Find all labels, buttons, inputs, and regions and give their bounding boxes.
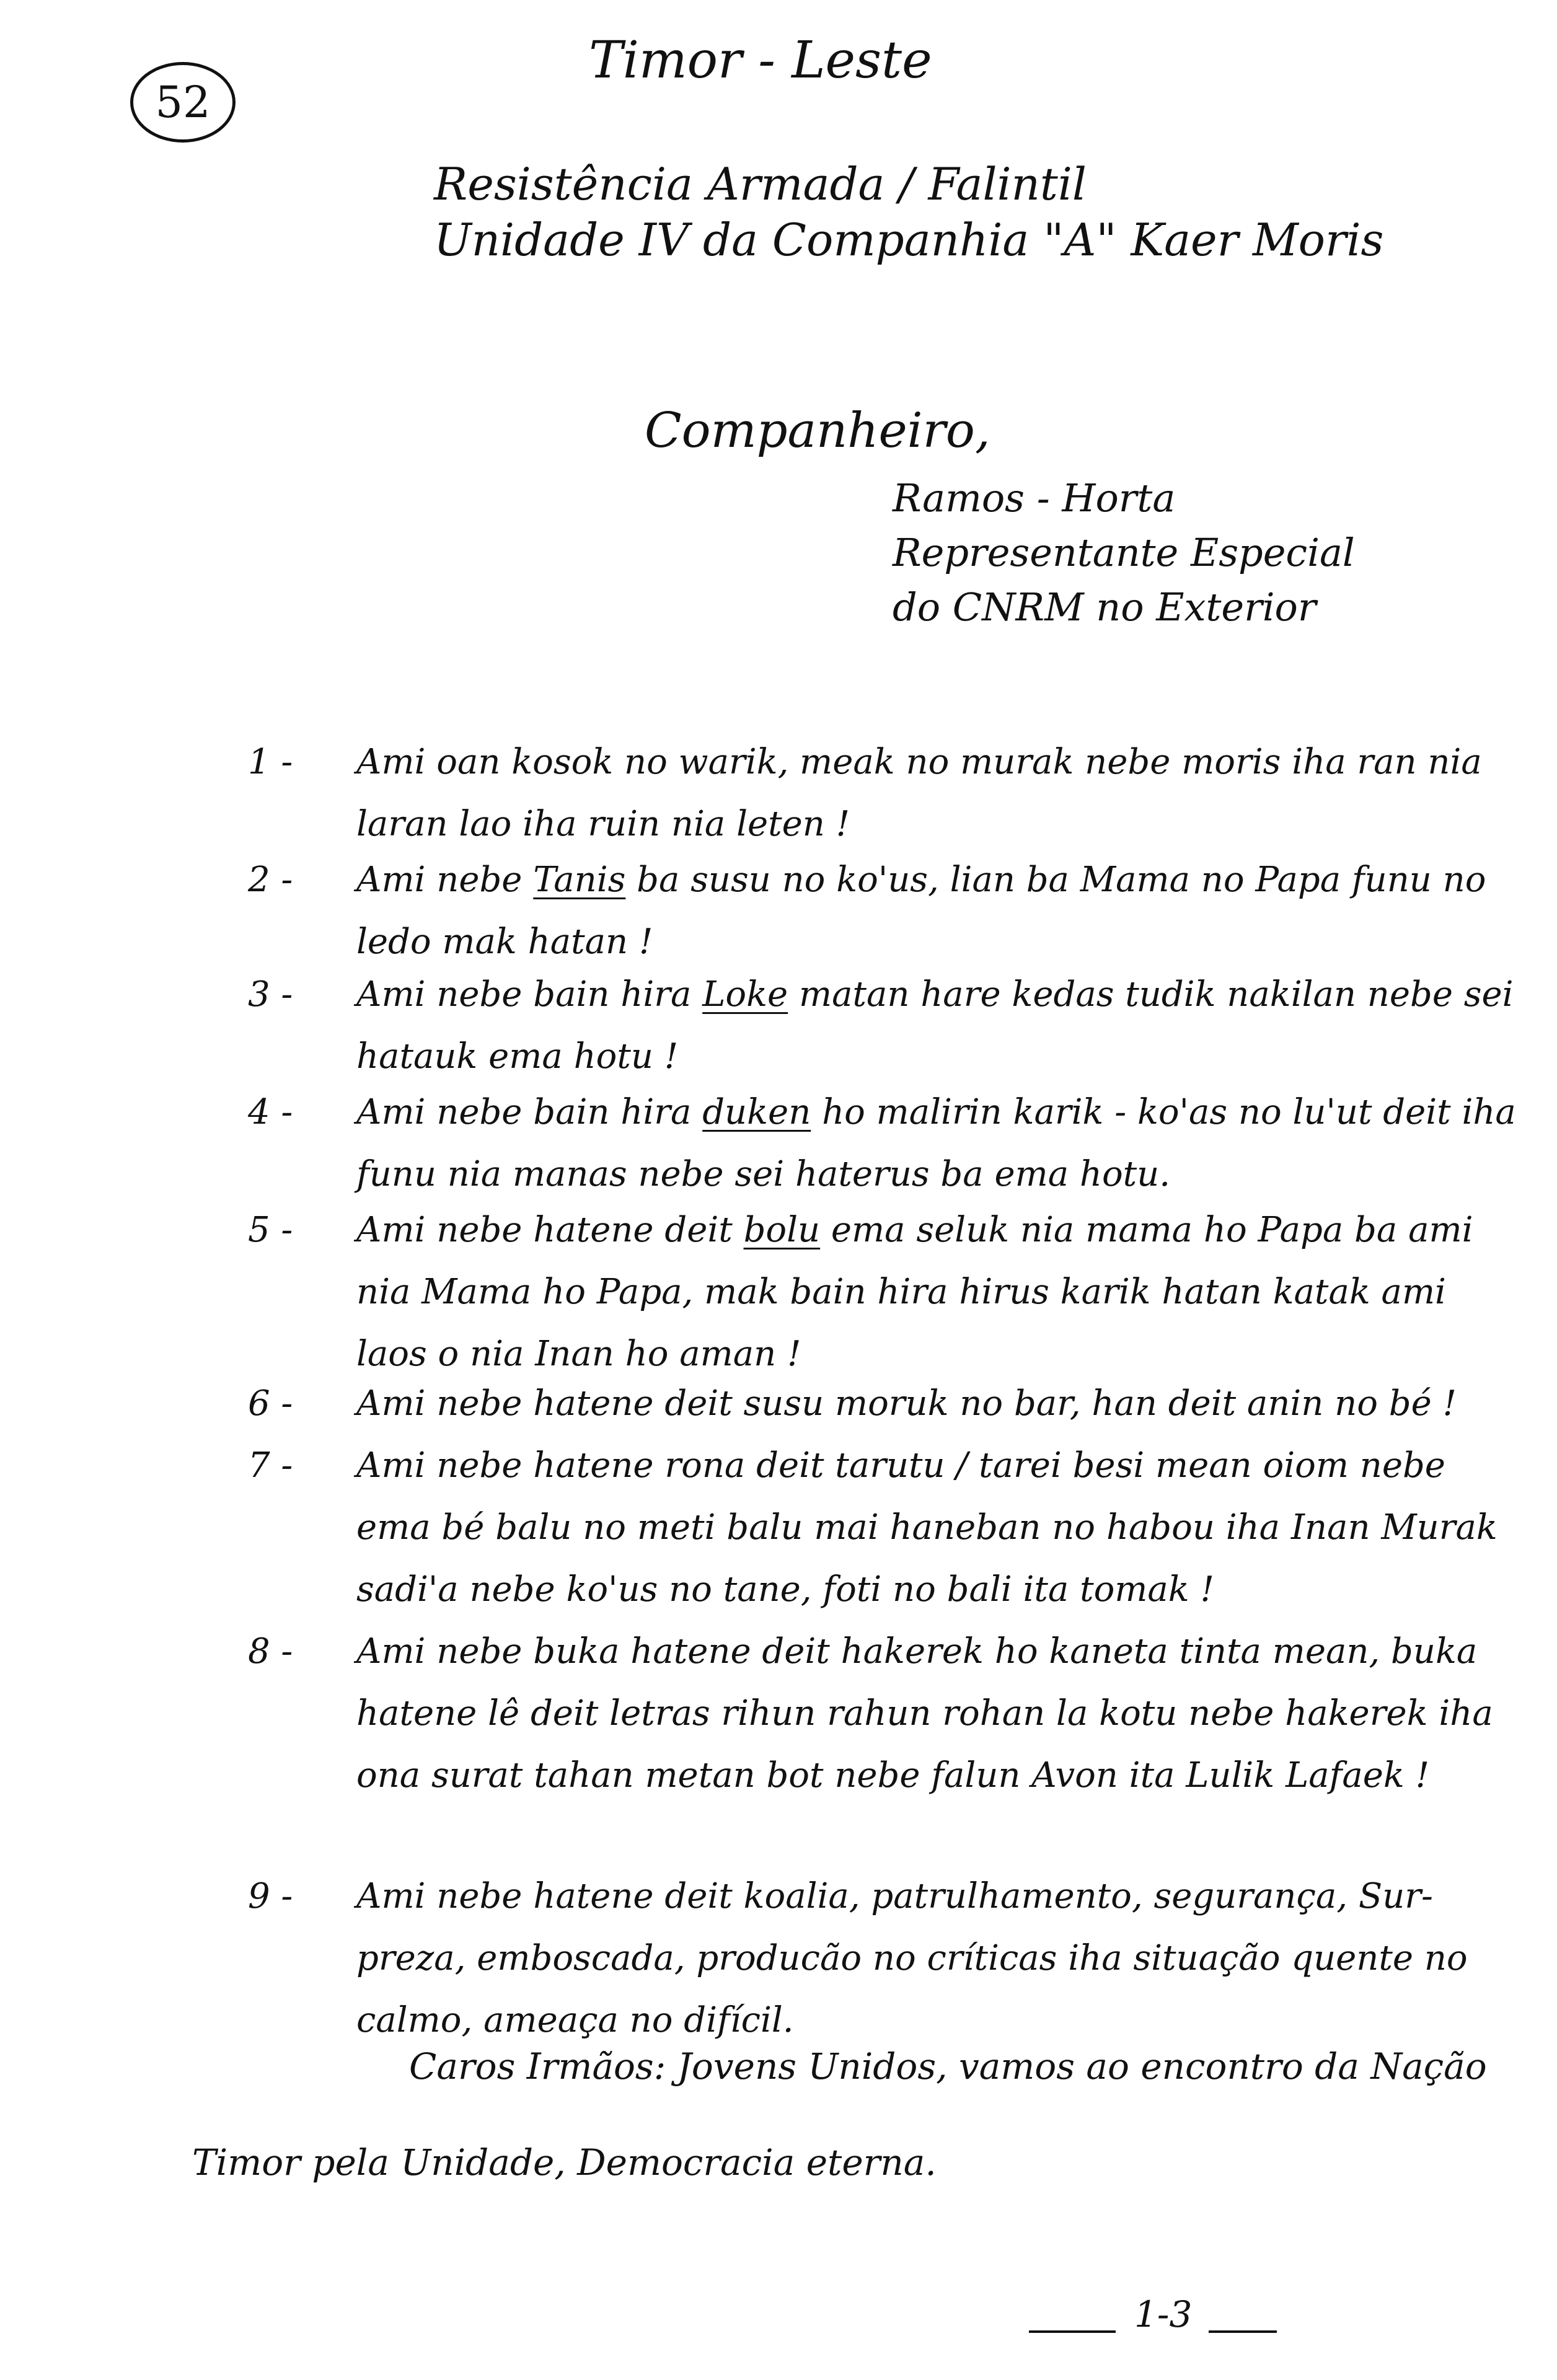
- item-number: 2 -: [248, 860, 293, 900]
- item-text: [356, 1199, 1525, 1385]
- item-text-part: Ami nebe bain hira: [356, 974, 703, 1015]
- closing-line-2: Timor pela Unidade, Democracia eterna.: [192, 2141, 937, 2184]
- recipient-org: do CNRM no Exterior: [893, 584, 1317, 630]
- item-number: 1 -: [248, 742, 293, 782]
- underlined-word: Tanis: [533, 860, 626, 900]
- item-number: 4 -: [248, 1092, 293, 1132]
- item-text-part: ema seluk nia mama ho Papa ba ami nia Mama ho Papa, mak bain hira hirus karik hatan katak ami laos o nia Inan ho aman !: [356, 1210, 1473, 1374]
- recipient-block: [893, 471, 1355, 635]
- list-item: [248, 1373, 1525, 1435]
- list-item: [248, 731, 1525, 855]
- list-item: [248, 1199, 1525, 1385]
- item-number: 8 -: [248, 1631, 293, 1672]
- recipient-name: Ramos - Horta: [893, 475, 1176, 521]
- item-text-part: Ami nebe: [356, 860, 534, 900]
- item-text-part: Ami nebe bain hira: [356, 1092, 703, 1132]
- item-text-part: matan hare kedas tudik nakilan nebe sei hatauk ema hotu !: [356, 974, 1514, 1077]
- item-number: 7 -: [248, 1445, 293, 1486]
- recipient-role: Representante Especial: [893, 530, 1355, 575]
- list-item: [248, 964, 1525, 1088]
- underlined-word: Loke: [702, 974, 788, 1015]
- item-text: [356, 849, 1525, 973]
- underlined-word: duken: [702, 1092, 811, 1132]
- circled-page-number: [130, 62, 236, 143]
- header-resistance: Resistência Armada / Falintil: [434, 158, 1087, 210]
- item-text: Ami nebe hatene rona deit tarutu / tarei besi mean oiom nebe ema bé balu no meti balu mai haneban no habou iha Inan Murak sadi'a nebe ko'us no tane, foti no bali ita tomak !: [356, 1445, 1497, 1610]
- item-number: 3 -: [248, 974, 293, 1015]
- footer-dash-left: [1029, 2330, 1116, 2333]
- underlined-word: bolu: [743, 1210, 821, 1250]
- item-text-part: ho malirin karik - ko'as no lu'ut deit iha funu nia manas nebe sei haterus ba ema hotu.: [356, 1092, 1516, 1194]
- item-text-part: ba susu no ko'us, lian ba Mama no Papa funu no ledo mak hatan !: [356, 860, 1486, 962]
- item-text-part: Ami nebe hatene deit: [356, 1210, 744, 1250]
- page-number-text: 52: [155, 77, 211, 128]
- item-text: [356, 1082, 1525, 1205]
- list-item: [248, 1866, 1525, 2052]
- item-number: 6 -: [248, 1383, 293, 1424]
- footer-page-count: 1-3: [1134, 2293, 1193, 2335]
- list-item: [248, 1435, 1525, 1621]
- item-number: 5 -: [248, 1210, 293, 1250]
- letter-title: Timor - Leste: [589, 31, 932, 90]
- list-item: [248, 849, 1525, 973]
- list-item: [248, 1621, 1525, 1807]
- salutation: Companheiro,: [645, 403, 990, 459]
- item-text: Ami nebe hatene deit koalia, patrulhamento, segurança, Sur-preza, emboscada, producão no críticas iha situação quente no calmo, ameaça no difícil.: [356, 1876, 1468, 2040]
- item-text: Ami nebe hatene deit susu moruk no bar, han deit anin no bé !: [356, 1383, 1457, 1424]
- item-number: 9 -: [248, 1876, 293, 1916]
- item-text: Ami oan kosok no warik, meak no murak nebe moris iha ran nia laran lao iha ruin nia leten !: [356, 742, 1482, 844]
- footer-dash-right: [1209, 2330, 1277, 2333]
- closing-line-1: Caros Irmãos: Jovens Unidos, vamos ao encontro da Nação: [409, 2045, 1487, 2087]
- item-text: [356, 964, 1525, 1088]
- item-text: Ami nebe buka hatene deit hakerek ho kaneta tinta mean, buka hatene lê deit letras rihun rahun rohan la kotu nebe hakerek iha ona surat tahan metan bot nebe falun Avon ita Lulik Lafaek !: [356, 1631, 1493, 1796]
- list-item: [248, 1082, 1525, 1205]
- header-unit: Unidade IV da Companhia "A" Kaer Moris: [434, 214, 1384, 266]
